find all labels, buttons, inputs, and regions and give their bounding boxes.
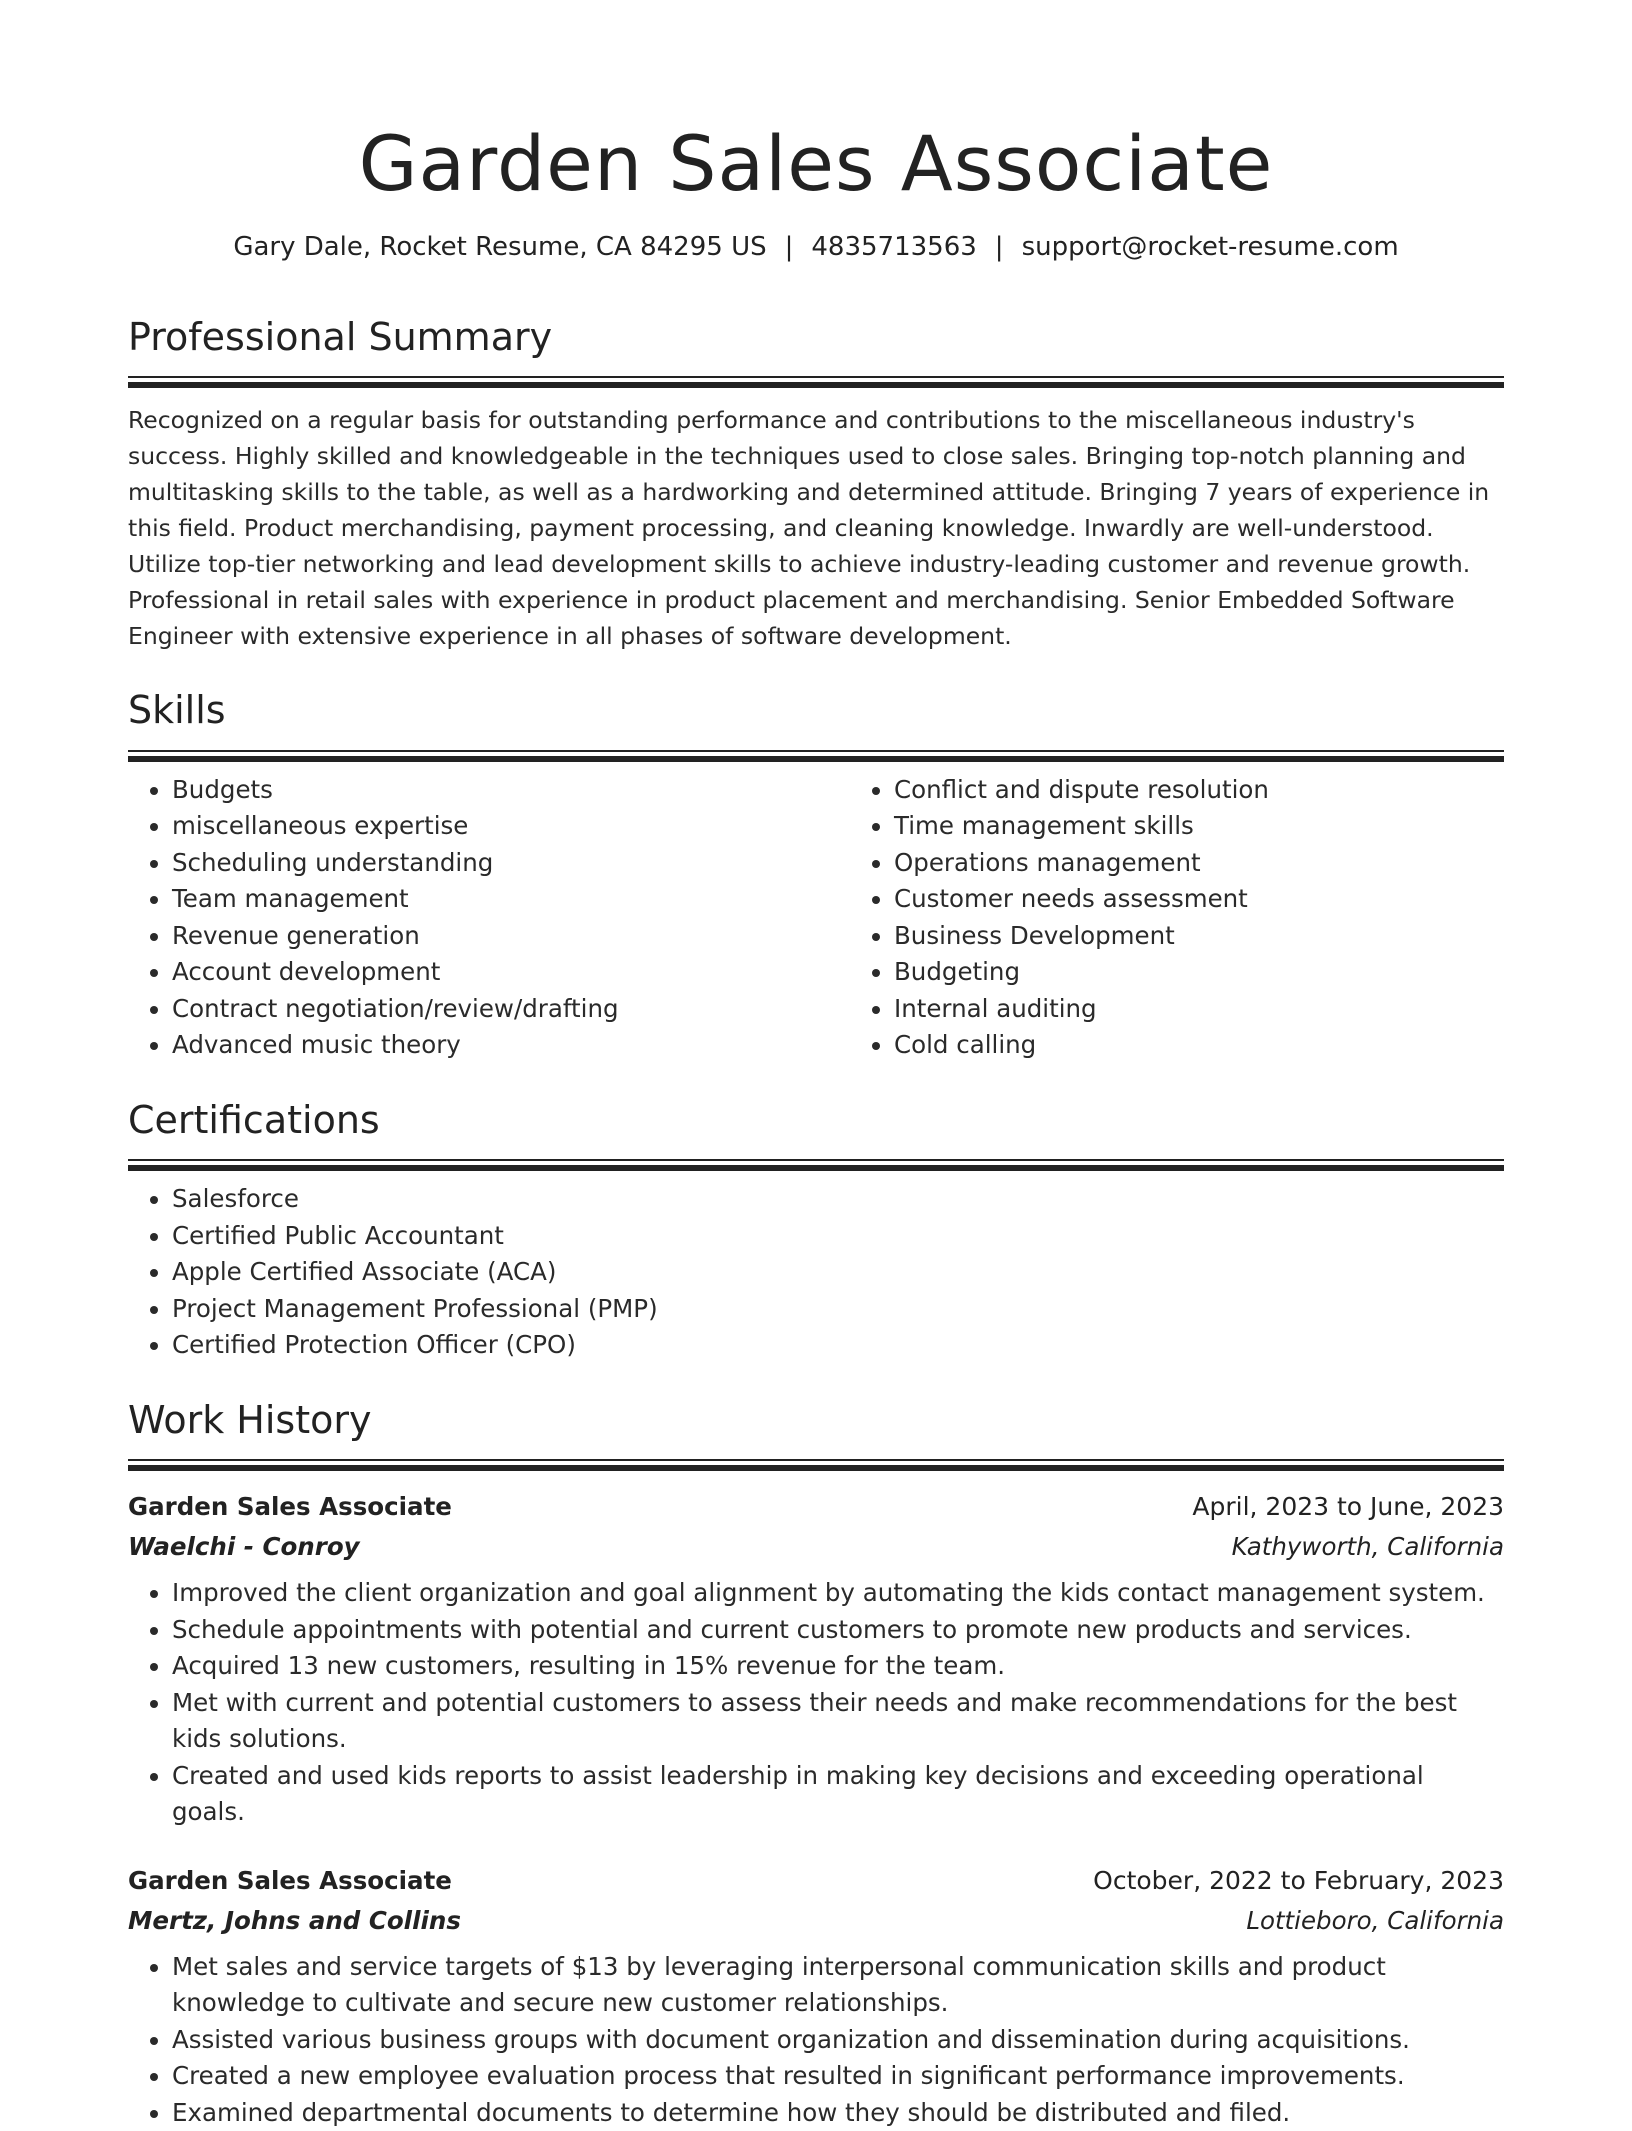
job-location: Lottieboro, California: [1246, 1905, 1504, 1935]
job-duty-item: • Improved the client organization and goal alignment by automating the kids contact management system.: [172, 1575, 1504, 1612]
job-duty-item: • Met with current and potential customers to assess their needs and make recommendations for the best kids solutions.: [172, 1685, 1504, 1758]
job-dates: October, 2022 to February, 2023: [1093, 1865, 1504, 1895]
job-subheader-row: [128, 1901, 1504, 1941]
certification-item: • Certified Public Accountant: [172, 1218, 1504, 1255]
job-duty-item: • Acquired 13 new customers, resulting in 15% revenue for the team.: [172, 1648, 1504, 1685]
job-duty-item: • Examined departmental documents to determine how they should be distributed and filed.: [172, 2095, 1504, 2131]
job-duty-item: • Assisted various business groups with document organization and dissemination during acquisitions.: [172, 2022, 1504, 2059]
section-divider: [128, 376, 1504, 388]
job-header-row: [128, 1487, 1504, 1527]
skill-item: • Advanced music theory: [172, 1027, 850, 1064]
certifications-section: [128, 1096, 1504, 1364]
skill-item: • Customer needs assessment: [894, 881, 1572, 918]
certification-item: • Certified Protection Officer (CPO): [172, 1327, 1504, 1364]
contact-phone: 4835713563: [811, 232, 977, 263]
skill-item: • Account development: [172, 954, 850, 991]
skills-list-left: [128, 772, 850, 1064]
contact-separator: |: [994, 232, 1004, 263]
job-location: Kathyworth, California: [1231, 1532, 1504, 1562]
job-duty-item: • Created and used kids reports to assist leadership in making key decisions and exceeding operational goals.: [172, 1758, 1504, 1831]
skill-item: • Cold calling: [894, 1027, 1572, 1064]
professional-summary-section: [128, 313, 1504, 654]
skill-item: • Operations management: [894, 845, 1572, 882]
section-heading-certifications: Certifications: [128, 1097, 380, 1142]
job-duties-list: [128, 1575, 1504, 1831]
skill-item: • Revenue generation: [172, 918, 850, 955]
skill-item: • Internal auditing: [894, 991, 1572, 1028]
section-heading-skills: Skills: [128, 688, 226, 733]
job-subheader-row: [128, 1527, 1504, 1567]
skill-item: • Budgeting: [894, 954, 1572, 991]
skill-item: • Scheduling understanding: [172, 845, 850, 882]
job-duty-item: • Created a new employee evaluation process that resulted in significant performance improvements.: [172, 2058, 1504, 2095]
job-title: Garden Sales Associate: [128, 1492, 452, 1522]
skill-item: • Conflict and dispute resolution: [894, 772, 1572, 809]
job-duty-item: • Schedule appointments with potential and current customers to promote new products and services.: [172, 1612, 1504, 1649]
contact-line: [128, 231, 1504, 265]
certifications-list: [128, 1181, 1504, 1364]
job-entry: [128, 1861, 1504, 2131]
job-title: Garden Sales Associate: [128, 1865, 452, 1895]
certification-item: • Salesforce: [172, 1181, 1504, 1218]
work-history-section: [128, 1396, 1504, 2131]
section-heading-summary: Professional Summary: [128, 314, 553, 359]
summary-text: Recognized on a regular basis for outstanding performance and contributions to the miscellaneous industry's success. Highly skilled and knowledgeable in the techniques used to close sales. Bringing top-notch planning and multitasking skills to the table, as well as a hardworking and determined attitude. Bringing 7 years of experience in this field. Product merchandising, payment processing, and cleaning knowledge. Inwardly are well-understood. Utilize top-tier networking and lead development skills to achieve industry-leading customer and revenue growth. Professional in retail sales with experience in product placement and merchandising. Senior Embedded Software Engineer with extensive experience in all phases of software development.: [128, 406, 1490, 651]
section-divider: [128, 1459, 1504, 1471]
job-duty-item: • Met sales and service targets of $13 by leveraging interpersonal communication skills and product knowledge to cultivate and secure new customer relationships.: [172, 1949, 1504, 2022]
contact-address: Gary Dale, Rocket Resume, CA 84295 US: [233, 232, 767, 263]
section-heading-work-history: Work History: [128, 1397, 372, 1442]
skill-item: • miscellaneous expertise: [172, 808, 850, 845]
skill-item: • Contract negotiation/review/drafting: [172, 991, 850, 1028]
section-divider: [128, 750, 1504, 762]
skill-item: • Business Development: [894, 918, 1572, 955]
skills-section: [128, 686, 1504, 1063]
contact-separator: |: [784, 232, 794, 263]
section-divider: [128, 1159, 1504, 1171]
skill-item: • Time management skills: [894, 808, 1572, 845]
job-entry: [128, 1487, 1504, 1831]
certification-item: • Project Management Professional (PMP): [172, 1291, 1504, 1328]
skill-item: • Budgets: [172, 772, 850, 809]
contact-email: support@rocket-resume.com: [1021, 232, 1399, 263]
job-header-row: [128, 1861, 1504, 1901]
certification-item: • Apple Certified Associate (ACA): [172, 1254, 1504, 1291]
job-duties-list: [128, 1949, 1504, 2131]
skill-item: • Team management: [172, 881, 850, 918]
job-company: Waelchi - Conroy: [128, 1532, 360, 1562]
skills-columns: [128, 772, 1504, 1064]
resume-title: Garden Sales Associate: [358, 119, 1274, 208]
skills-list-right: [850, 772, 1572, 1064]
job-company: Mertz, Johns and Collins: [128, 1905, 461, 1935]
job-dates: April, 2023 to June, 2023: [1192, 1492, 1504, 1522]
